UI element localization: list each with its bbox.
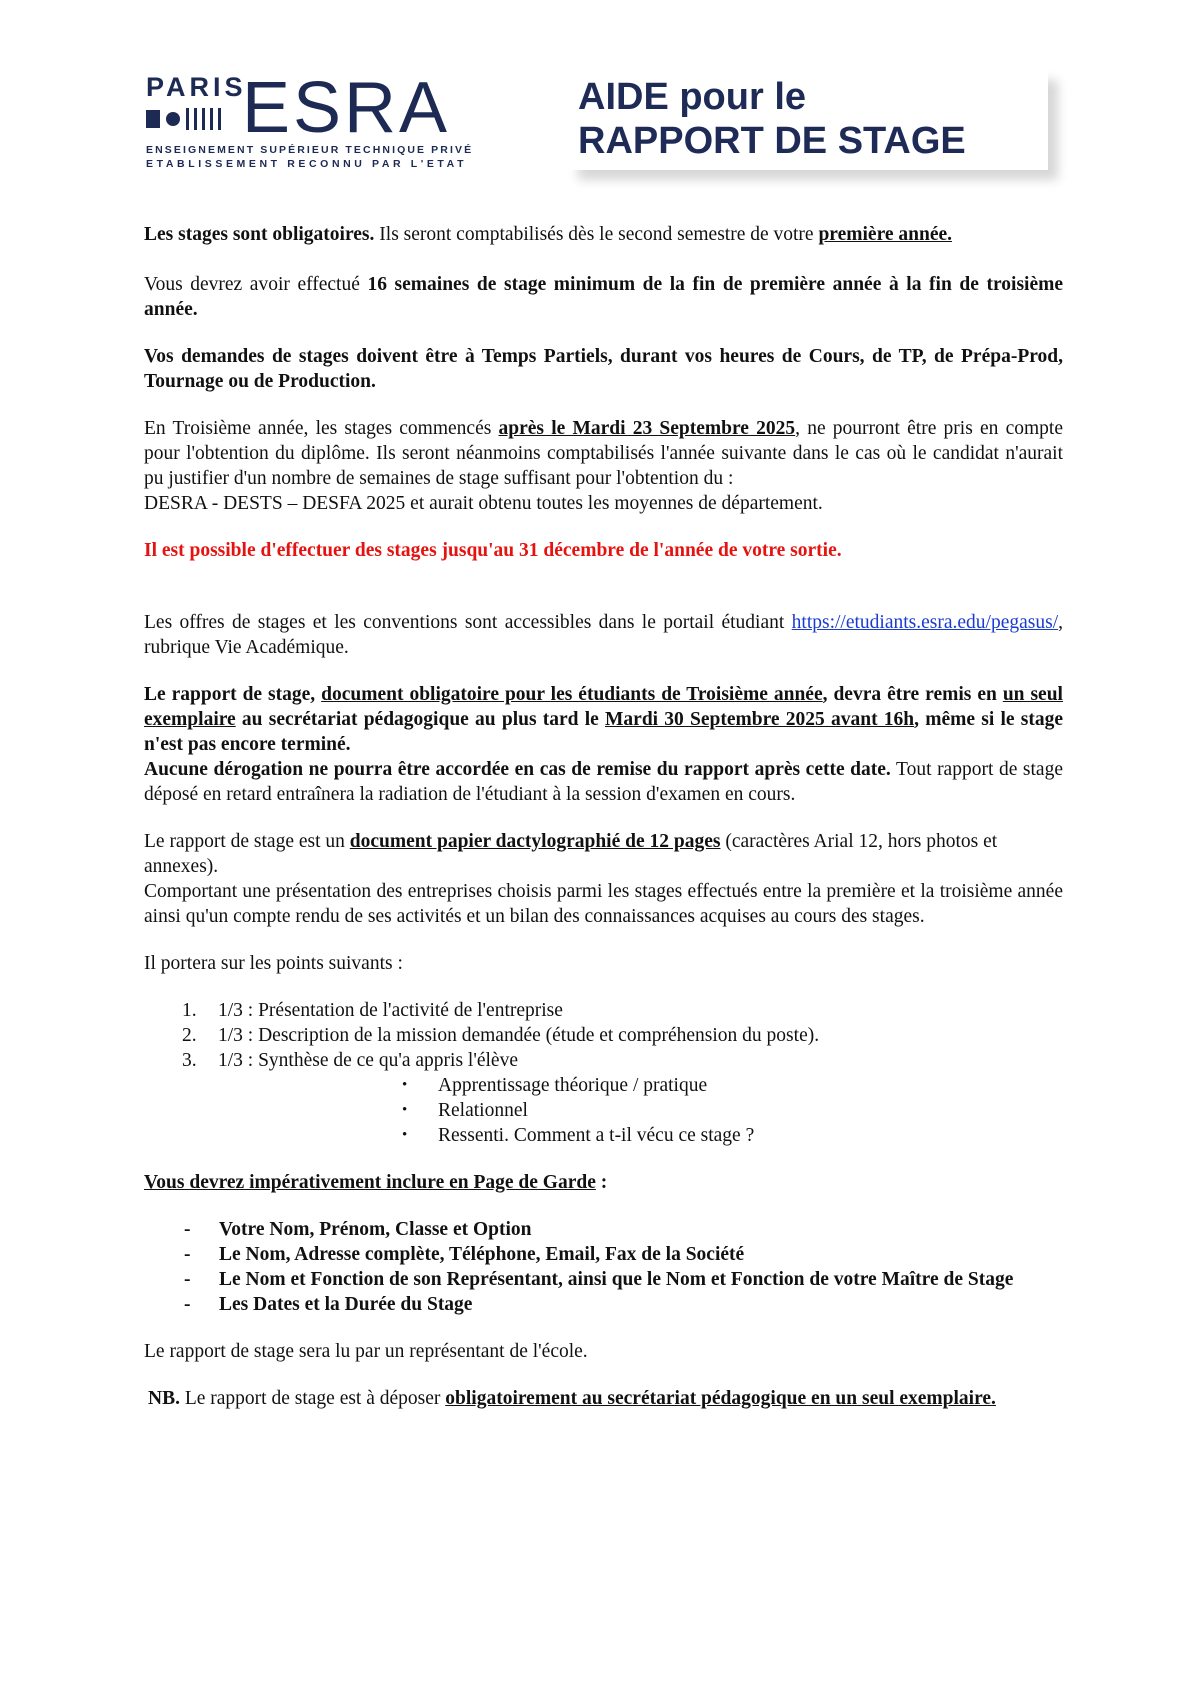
bullet-item <box>144 1098 1063 1123</box>
paragraph-semaines <box>144 272 1063 322</box>
nb-label: NB. <box>148 1388 180 1409</box>
paragraph-nb <box>144 1386 1063 1411</box>
dash-marker: - <box>184 1219 191 1240</box>
p1-bold: Les stages sont obligatoires. <box>144 224 375 245</box>
logo-esra-text: ESRA <box>242 68 451 148</box>
p4-date: après le Mardi 23 Septembre 2025 <box>498 418 796 439</box>
garde-colon: : <box>595 1172 608 1193</box>
list-number: 1. <box>182 1000 197 1021</box>
portal-link[interactable]: https://etudiants.esra.edu/pegasus/ <box>791 612 1059 633</box>
p4-text2: , ne pourront être pris en compte pour l'obtention du diplôme. Ils seront néanmoins comptabilisés l'année suivante dans le cas où le candidat n'aurait pu justifier d'un nombre de semaines de stage suffisant pour l'obtention du : <box>144 418 1063 489</box>
paragraph-points-intro: Il portera sur les points suivants : <box>144 953 403 974</box>
dash-marker: - <box>184 1269 191 1290</box>
dash-marker: - <box>184 1294 191 1315</box>
garde-text: Le Nom, Adresse complète, Téléphone, Email, Fax de la Société <box>219 1244 745 1265</box>
p7-bu2: un seul exemplaire <box>144 684 1063 730</box>
garde-title: Vous devrez impérativement inclure en Page de Garde <box>144 1172 596 1193</box>
paragraph-obligatoires <box>144 222 1063 247</box>
paragraph-rapport-obligatoire <box>144 682 1063 757</box>
p4-text1: En Troisième année, les stages commencés <box>144 418 499 439</box>
bullet-item <box>144 1123 1063 1148</box>
bullet-text: Relationnel <box>438 1100 528 1121</box>
list-text: 1/3 : Synthèse de ce qu'a appris l'élève <box>218 1050 518 1071</box>
bullet-item <box>144 1073 1063 1098</box>
p7-b1: Le rapport de stage, <box>144 684 322 705</box>
paragraph-temps-partiels: Vos demandes de stages doivent être à Temps Partiels, durant vos heures de Cours, de TP, de Prépa-Prod, Tournage ou de Production. <box>144 346 1063 392</box>
title-line-1: AIDE pour le <box>578 76 807 118</box>
heading-page-de-garde <box>144 1170 1063 1195</box>
p1-underline: première année. <box>818 224 953 245</box>
p7-b2: , devra être remis en <box>822 684 1003 705</box>
p6-text1: Les offres de stages et les conventions sont accessibles dans le portail étudiant <box>144 612 792 633</box>
list-item <box>144 1048 1063 1073</box>
p2-text: Vous devrez avoir effectué <box>144 274 368 295</box>
garde-item <box>144 1217 1063 1242</box>
p8-text2: (caractères Arial 12, hors photos et annexes). <box>144 831 998 877</box>
logo-tagline-2: ETABLISSEMENT RECONNU PAR L'ETAT <box>146 158 468 170</box>
list-item <box>144 1023 1063 1048</box>
title-box <box>568 70 1048 170</box>
paragraph-diplomes: DESRA - DESTS – DESFA 2025 et aurait obtenu toutes les moyennes de département. <box>144 493 823 514</box>
garde-item <box>144 1242 1063 1267</box>
garde-text: Votre Nom, Prénom, Classe et Option <box>219 1219 532 1240</box>
paragraph-document-papier <box>144 829 1063 879</box>
p8-text1: Le rapport de stage est un <box>144 831 350 852</box>
nb-text: Le rapport de stage est à déposer <box>179 1388 446 1409</box>
logo-paris-text: PARIS <box>146 72 247 102</box>
p7-b4: , même si le stage n'est pas encore terminé. <box>144 709 1063 755</box>
bullet-text: Ressenti. Comment a t-il vécu ce stage ? <box>438 1125 755 1146</box>
p1-text: Ils seront comptabilisés dès le second semestre de votre <box>374 224 819 245</box>
list-text: 1/3 : Description de la mission demandée (étude et compréhension du poste). <box>218 1025 820 1046</box>
paragraph-derogation <box>144 757 1063 807</box>
garde-text: Le Nom et Fonction de son Représentant, ainsi que le Nom et Fonction de votre Maître de Stage <box>219 1269 1014 1290</box>
bullet-icon: • <box>402 1127 408 1143</box>
nb-underline: obligatoirement au secrétariat pédagogique en un seul exemplaire. <box>445 1388 996 1409</box>
p6-text2: , rubrique Vie Académique. <box>144 612 1063 658</box>
list-number: 3. <box>182 1050 197 1071</box>
synthese-bullets <box>144 1073 1063 1148</box>
paragraph-portail <box>144 610 1063 660</box>
bullet-icon: • <box>402 1077 408 1093</box>
garde-item <box>144 1292 1063 1317</box>
p7-derogation: Aucune dérogation ne pourra être accordée en cas de remise du rapport après cette date. <box>144 759 891 780</box>
paragraph-presentation: Comportant une présentation des entreprises choisis parmi les stages effectués entre la première et la troisième année ainsi qu'un compte rendu de ses activités et un bilan des connaissances acquises au cours des stages. <box>144 881 1063 927</box>
bullet-icon: • <box>402 1102 408 1118</box>
list-text: 1/3 : Présentation de l'activité de l'entreprise <box>218 1000 563 1021</box>
alert-31-decembre: Il est possible d'effectuer des stages jusqu'au 31 décembre de l'année de votre sortie. <box>144 540 842 561</box>
title-line-2: RAPPORT DE STAGE <box>578 120 966 162</box>
list-number: 2. <box>182 1025 197 1046</box>
p7-b3: au secrétariat pédagogique au plus tard le <box>235 709 606 730</box>
garde-item <box>144 1267 1063 1292</box>
p7-radiation: Tout rapport de stage déposé en retard entraînera la radiation de l'étudiant à la session d'examen en cours. <box>144 759 1063 805</box>
p7-bu1: document obligatoire pour les étudiants de Troisième année <box>321 684 823 705</box>
esra-logo <box>146 68 474 180</box>
garde-list <box>144 1217 1063 1317</box>
p7-deadline: Mardi 30 Septembre 2025 avant 16h <box>605 709 915 730</box>
points-list <box>144 998 1063 1073</box>
document-body <box>144 222 1063 1411</box>
sound-wave-icon <box>146 106 246 132</box>
logo-tagline-1: ENSEIGNEMENT SUPÉRIEUR TECHNIQUE PRIVÉ <box>146 144 474 156</box>
paragraph-lecture: Le rapport de stage sera lu par un représentant de l'école. <box>144 1341 588 1362</box>
paragraph-troisieme-annee <box>144 416 1063 491</box>
bullet-text: Apprentissage théorique / pratique <box>438 1075 708 1096</box>
p8-pages: document papier dactylographié de 12 pages <box>349 831 721 852</box>
garde-text: Les Dates et la Durée du Stage <box>219 1294 473 1315</box>
p2-bold: 16 semaines de stage minimum de la fin de première année à la fin de troisième année. <box>144 274 1063 320</box>
list-item <box>144 998 1063 1023</box>
dash-marker: - <box>184 1244 191 1265</box>
